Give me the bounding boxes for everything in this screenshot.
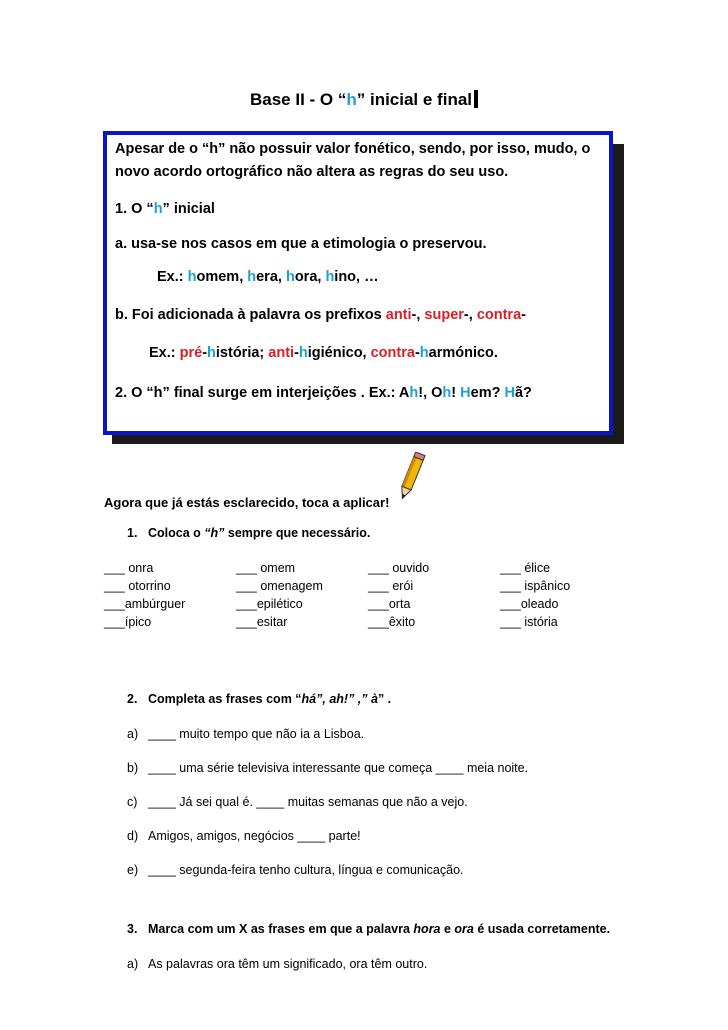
intro-line-1: Apesar de o “h” não possuir valor fonético, sendo, por isso, mudo, o [115, 141, 591, 157]
ex1-w1: omem, [196, 269, 248, 285]
q2-item-text: ____ muito tempo que não ia a Lisboa. [148, 727, 365, 741]
b-sep2: -, [463, 307, 477, 323]
ex2-w3b: - [414, 345, 420, 361]
rule-a: a. usa-se nos casos em que a etimologia o preservou. [115, 236, 487, 252]
word-blank: ___epilético [236, 597, 303, 611]
word-blank: ___ípico [104, 615, 152, 629]
example-1 [157, 269, 379, 285]
example-2 [149, 345, 498, 361]
q3-pre: Marca com um X as frases em que a palavra [148, 922, 414, 936]
ex2-w3h: h [419, 345, 429, 361]
s2-mid3: em? [470, 385, 505, 401]
pencil-icon [393, 452, 429, 502]
word-blank: ___ omem [236, 561, 296, 575]
section-2 [115, 385, 532, 401]
q3-italic-hora: hora [413, 922, 441, 936]
q3-mid: e [440, 922, 455, 936]
ex1-w4: ino, … [334, 269, 379, 285]
rule-b [115, 307, 526, 323]
s2-end: ã? [514, 385, 532, 401]
q2-item-label: c) [127, 795, 138, 809]
q2-item-label: d) [127, 829, 139, 843]
s2-pre: 2. O “h” final surge em interjeições . Ex.: A [115, 385, 410, 401]
ex2-w3c: armónico. [428, 345, 498, 361]
q2-item-text: ____ segunda-feira tenho cultura, língua e comunicação. [148, 863, 464, 877]
s1-post: ” inicial [162, 201, 215, 217]
ex1-label: Ex.: [157, 269, 188, 285]
title-post: ” inicial e final [356, 90, 473, 109]
q3-post: é usada corretamente. [473, 922, 611, 936]
q3-item-label: a) [127, 957, 139, 971]
word-blank: ___ istória [500, 615, 558, 629]
q2-item-text: ____ Já sei qual é. ____ muitas semanas que não a vejo. [148, 795, 468, 809]
q2-number: 2. [127, 692, 138, 706]
q2-item-label: b) [127, 761, 139, 775]
ex2-w2a: anti [268, 345, 295, 361]
page-title [0, 90, 728, 110]
intro-line-2: novo acordo ortográfico não altera as regras do seu uso. [115, 164, 509, 180]
ex2-w2h: h [298, 345, 308, 361]
b-sep3: - [521, 307, 526, 323]
q3-item-text: As palavras ora têm um significado, ora têm outro. [148, 957, 428, 971]
ex1-w2: era, [256, 269, 286, 285]
b-sep1: -, [411, 307, 425, 323]
ex2-w1c: istória; [215, 345, 269, 361]
ex1-w2h: h [247, 269, 257, 285]
q2-italic: há”, ah!” ,” à [301, 692, 378, 706]
q1-number: 1. [127, 526, 138, 540]
q1-pre: Coloca o [148, 526, 205, 540]
q2-item-label: a) [127, 727, 139, 741]
word-blank: ___ambúrguer [104, 597, 186, 611]
word-blank: ___ élice [500, 561, 551, 575]
text-cursor [474, 90, 478, 108]
q2-item-text: Amigos, amigos, negócios ____ parte! [148, 829, 361, 843]
q3-italic-ora: ora [454, 922, 474, 936]
rule-box [103, 131, 613, 435]
title-h: h [346, 90, 357, 109]
apply-heading: Agora que já estás esclarecido, toca a aplicar! [104, 495, 390, 510]
word-blank: ___esitar [236, 615, 288, 629]
word-blank: ___oleado [500, 597, 559, 611]
q2-pre: Completa as frases com “ [148, 692, 302, 706]
s2-h1: h [409, 385, 419, 401]
s2-h2: h [442, 385, 452, 401]
title-pre: Base II - O “ [249, 90, 347, 109]
q2-post: ” . [377, 692, 392, 706]
q2-item-label: e) [127, 863, 139, 877]
s1-h: h [153, 201, 163, 217]
q3-number: 3. [127, 922, 138, 936]
b-pre: b. Foi adicionada à palavra os prefixos [115, 307, 386, 323]
ex1-w3h: h [285, 269, 295, 285]
word-blank: ___orta [368, 597, 411, 611]
word-blank: ___ otorrino [104, 579, 171, 593]
q2-text [148, 692, 391, 706]
q1-post: sempre que necessário. [224, 526, 371, 540]
prefix-anti: anti [385, 307, 412, 323]
word-blank: ___êxito [368, 615, 416, 629]
s2-h3: H [460, 385, 471, 401]
prefix-super: super [424, 307, 464, 323]
s2-mid1: !, O [418, 385, 443, 401]
q1-text [148, 526, 370, 540]
word-blank: ___ ispânico [500, 579, 571, 593]
word-blank: ___ onra [104, 561, 154, 575]
section-1-heading [115, 201, 215, 217]
word-blank: ___ erói [368, 579, 414, 593]
ex1-w3: ora, [294, 269, 326, 285]
prefix-contra: contra [476, 307, 522, 323]
ex1-w4h: h [325, 269, 335, 285]
ex1-w1h: h [187, 269, 197, 285]
ex2-w1b: - [202, 345, 208, 361]
q1-italic: “h” [204, 526, 225, 540]
ex2-w1a: pré [179, 345, 203, 361]
ex2-label: Ex.: [149, 345, 180, 361]
word-blank: ___ ouvido [368, 561, 430, 575]
ex2-w2b: - [294, 345, 299, 361]
word-blank: ___ omenagem [236, 579, 323, 593]
ex2-w3a: contra [370, 345, 415, 361]
s1-pre: 1. O “ [115, 201, 154, 217]
ex2-w1h: h [207, 345, 216, 361]
s2-h4: H [504, 385, 515, 401]
q3-text [148, 922, 610, 936]
ex2-w2c: igiénico, [307, 345, 371, 361]
q2-item-text: ____ uma série televisiva interessante que começa ____ meia noite. [148, 761, 529, 775]
s2-mid2: ! [451, 385, 461, 401]
